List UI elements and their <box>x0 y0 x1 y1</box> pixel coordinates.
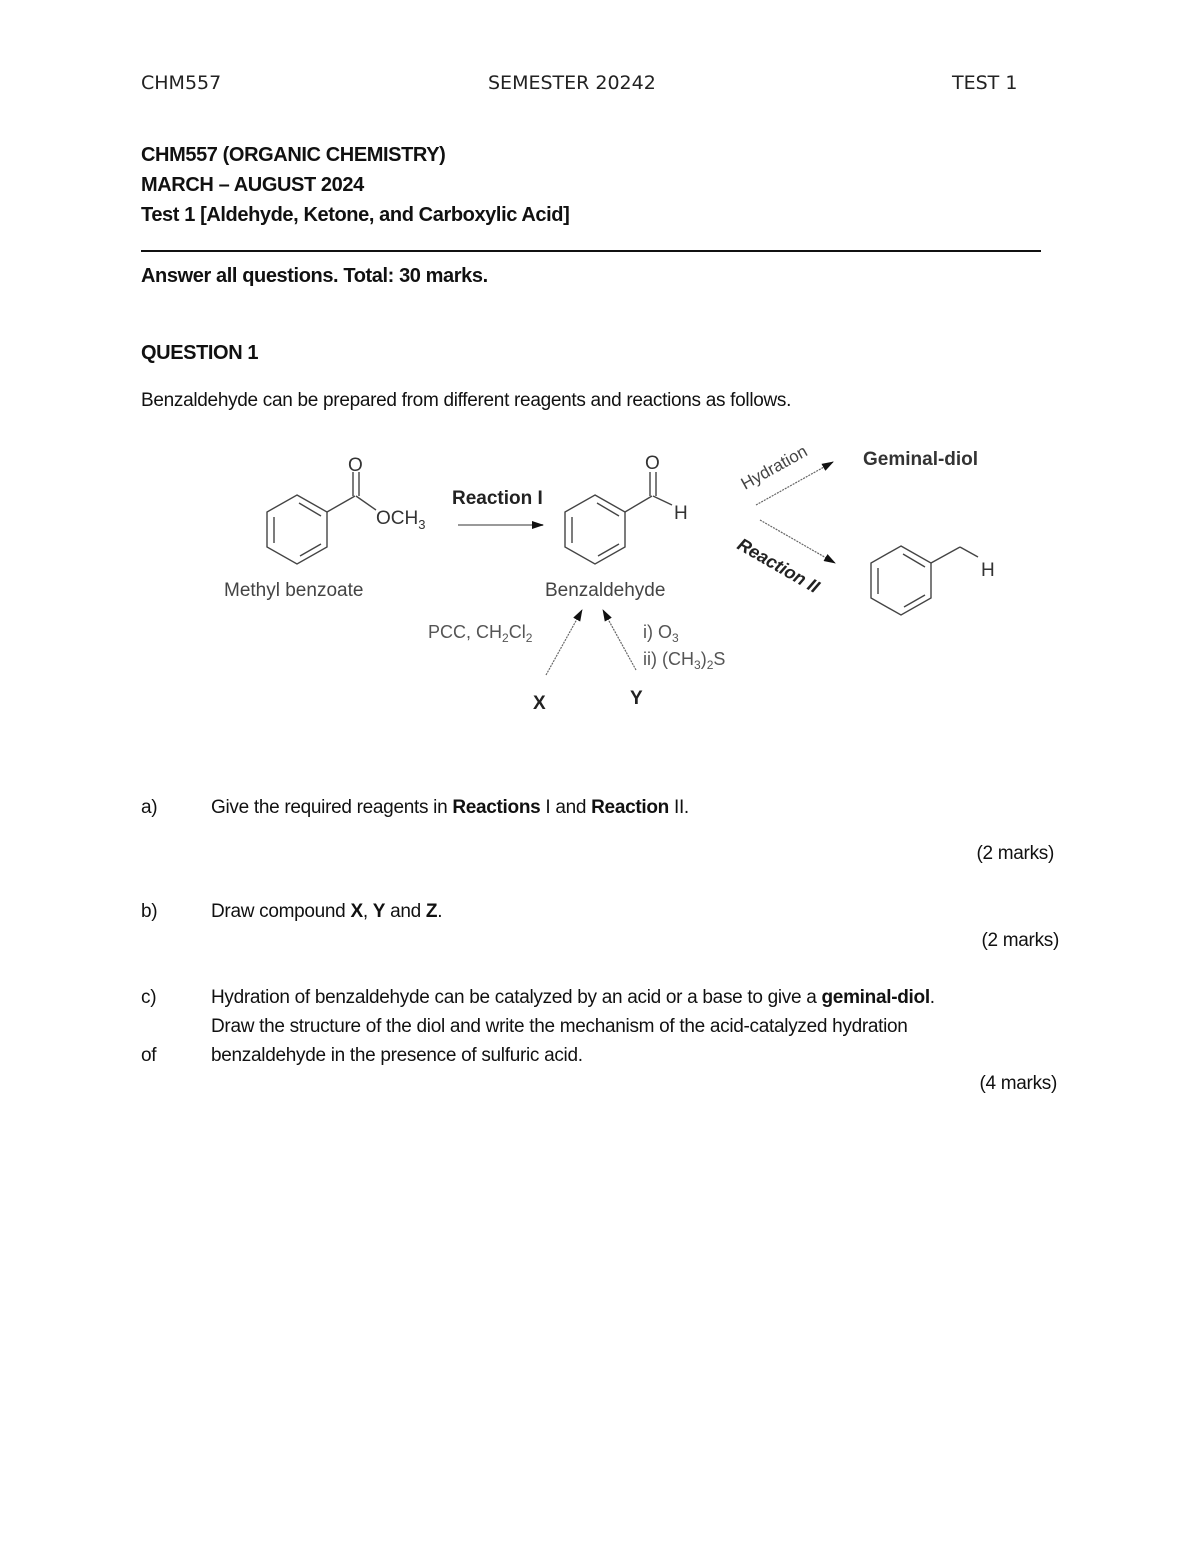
part-c-marks: (4 marks) <box>979 1073 1057 1094</box>
geminal-diol-label: Geminal-diol <box>863 449 979 470</box>
reaction-1-label: Reaction I <box>452 488 543 509</box>
y-arrow <box>603 610 636 670</box>
instructions: Answer all questions. Total: 30 marks. <box>141 265 488 287</box>
aldehyde-oxygen-label: O <box>645 453 660 474</box>
header-course: CHM557 <box>141 72 222 94</box>
product-hydrogen-label: H <box>981 560 995 581</box>
part-b-marks: (2 marks) <box>981 930 1059 951</box>
benzaldehyde-label: Benzaldehyde <box>545 580 666 601</box>
x-arrow <box>546 610 582 675</box>
hydration-label: Hydration <box>737 441 811 494</box>
part-c-line-2: Draw the structure of the diol and write the mechanism of the acid-catalyzed hydration <box>211 1016 908 1037</box>
question-heading: QUESTION 1 <box>141 342 259 364</box>
compound-x-label: X <box>533 693 546 714</box>
reaction-scheme-diagram <box>0 0 1200 760</box>
benzaldehyde-structure <box>565 472 672 564</box>
reaction-2-product-structure <box>871 546 978 615</box>
ester-oxygen-label: O <box>348 455 363 476</box>
course-title: CHM557 (ORGANIC CHEMISTRY) <box>141 144 446 166</box>
dms-step-label: ii) $(CH_3)_2S$ <box>643 649 726 672</box>
part-a-label: a) <box>141 797 158 818</box>
part-b-text: Draw compound X, Y and Z. <box>211 901 443 922</box>
aldehyde-hydrogen-label: H <box>674 503 688 524</box>
question-intro: Benzaldehyde can be prepared from different reagents and reactions as follows. <box>141 390 792 411</box>
header-test: TEST 1 <box>952 72 1018 94</box>
och3-label: $OCH_3$ <box>376 508 426 532</box>
pcc-reagent-label: PCC, $CH_2Cl_2$ <box>428 622 533 645</box>
compound-y-label: Y <box>630 688 643 709</box>
part-c-line-3: benzaldehyde in the presence of sulfuric acid. <box>211 1045 583 1066</box>
part-b-label: b) <box>141 901 158 922</box>
reaction-2-label: Reaction II <box>734 534 823 597</box>
part-c-label: c) <box>141 987 157 1008</box>
header-semester: SEMESTER 20242 <box>488 72 656 94</box>
session-title: MARCH – AUGUST 2024 <box>141 174 364 196</box>
methyl-benzoate-structure <box>267 472 376 564</box>
methyl-benzoate-label: Methyl benzoate <box>224 580 364 601</box>
ozone-step-label: i) $O_3$ <box>643 622 679 645</box>
part-a-text: Give the required reagents in Reactions I and Reaction II. <box>211 797 689 818</box>
part-c-line-3-label: of <box>141 1045 157 1066</box>
test-title: Test 1 [Aldehyde, Ketone, and Carboxylic Acid] <box>141 204 570 226</box>
part-a-marks: (2 marks) <box>976 843 1054 864</box>
part-c-line-1: Hydration of benzaldehyde can be catalyzed by an acid or a base to give a geminal-diol. <box>211 987 935 1008</box>
